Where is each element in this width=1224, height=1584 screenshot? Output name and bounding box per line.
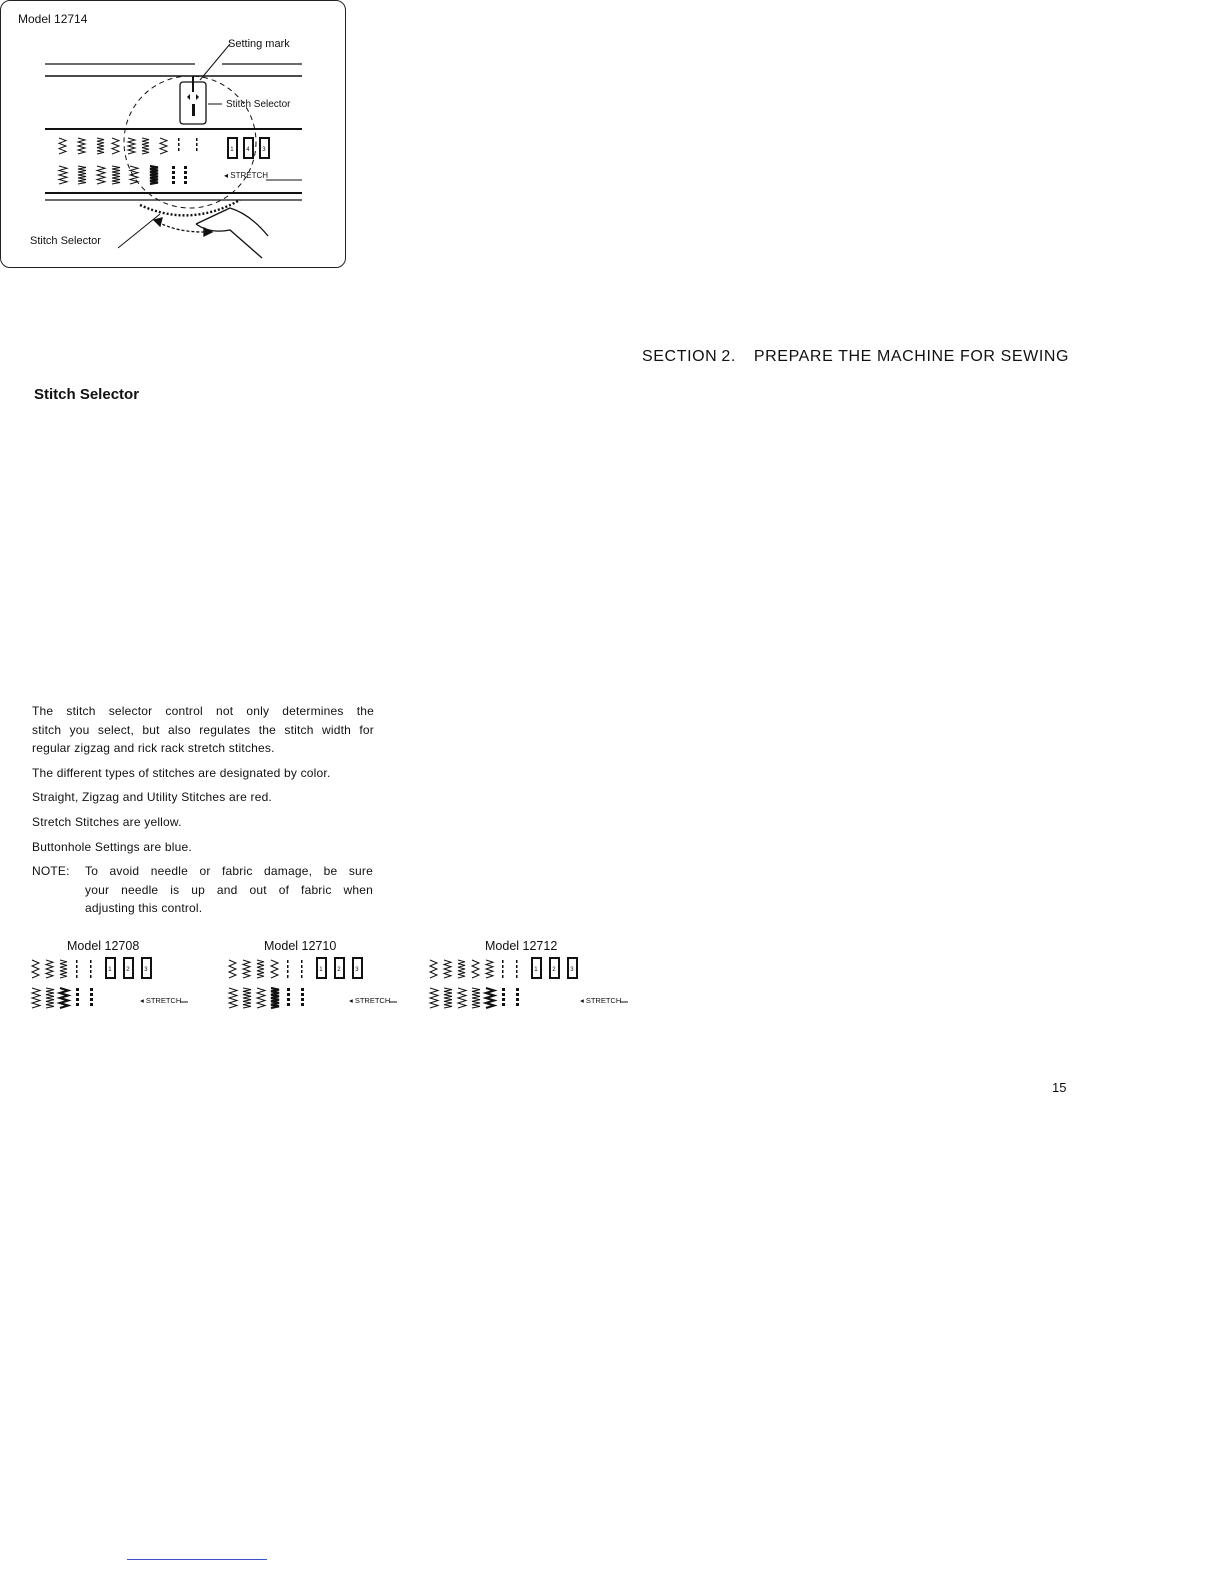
stitch-glyph <box>172 176 175 179</box>
stitch-glyph <box>516 970 518 973</box>
stitch-glyph <box>301 970 303 973</box>
buttonhole-number: 3 <box>355 967 359 973</box>
stitch-glyph <box>142 138 149 154</box>
section-number: 2. <box>721 348 736 365</box>
stitch-glyph <box>178 138 180 141</box>
stitch-glyph <box>301 960 303 963</box>
stitch-glyph <box>172 171 175 174</box>
figure-model-label: Model 12714 <box>18 12 88 26</box>
stitch-glyph <box>59 166 67 184</box>
stitch-glyph <box>458 960 465 978</box>
stitch-selector-label-bottom: Stitch Selector <box>30 235 101 247</box>
stitch-glyph <box>243 988 251 1008</box>
note-line: your needle is up and out of fabric when <box>85 882 373 897</box>
stitch-glyph <box>301 975 303 978</box>
note-line: To avoid needle or fabric damage, be sure <box>85 864 373 878</box>
stitch-glyph <box>430 960 437 978</box>
stitch-glyph <box>90 960 92 963</box>
intro-line: regular zigzag and rick rack stretch stitches. <box>32 741 275 756</box>
stitch-glyph <box>160 138 167 154</box>
stretch-label: ◂ STRETCH <box>349 996 391 1005</box>
stitch-glyph <box>128 138 135 154</box>
stitch-glyph <box>516 960 518 963</box>
stitch-glyph <box>486 960 493 978</box>
section-word: SECTION <box>642 348 718 365</box>
intro-paragraph <box>32 702 374 758</box>
stitch-glyph <box>458 988 466 1008</box>
stitch-glyph <box>76 993 79 996</box>
stitch-glyph <box>287 998 290 1001</box>
stretch-label: ◂ STRETCH <box>580 996 622 1005</box>
stitch-selector-label-top: Stitch Selector <box>226 99 291 110</box>
note-body <box>85 862 373 918</box>
note-line: adjusting this control. <box>85 901 203 916</box>
stitch-glyph <box>271 960 278 978</box>
buttonhole-number: 1 <box>230 147 234 153</box>
stitch-glyph <box>502 988 505 991</box>
stitch-glyph <box>184 176 187 179</box>
section-title: PREPARE THE MACHINE FOR SEWING <box>753 348 1070 365</box>
bottom-rule <box>127 1559 267 1560</box>
buttonhole-number: 3 <box>262 147 266 153</box>
stitch-glyph <box>76 988 79 991</box>
stitch-glyph <box>472 960 479 978</box>
stitch-glyph <box>516 975 518 978</box>
stitch-glyph <box>172 166 175 169</box>
stitch-glyph <box>90 1003 93 1006</box>
model-12712-stitch-panel <box>426 956 636 1016</box>
note-lead: NOTE: <box>32 864 70 878</box>
stitch-glyph <box>90 965 92 968</box>
model-label: Model 12712 <box>485 939 558 953</box>
stitch-glyph <box>90 970 92 973</box>
buttonhole-settings <box>228 138 269 158</box>
stitch-glyph <box>90 998 93 1001</box>
stitch-glyph <box>184 181 187 184</box>
stitch-glyph <box>172 181 175 184</box>
stitch-glyph <box>76 1003 79 1006</box>
stitch-glyph <box>502 998 505 1001</box>
buttonhole-number: 1 <box>534 967 538 973</box>
buttonhole-number: 1 <box>319 967 323 973</box>
stitch-glyph <box>516 988 519 991</box>
buttonhole-number: 4 <box>246 147 250 153</box>
setting-mark-label: Setting mark <box>228 38 290 50</box>
stitch-glyph <box>444 988 452 1008</box>
stitch-glyph <box>32 960 39 978</box>
stitch-glyph <box>287 1003 290 1006</box>
stitch-glyph <box>257 960 264 978</box>
stitch-selector-illustration <box>0 0 346 268</box>
intro-line: stitch you select, but also regulates the stitch width for <box>32 722 374 737</box>
model-label: Model 12708 <box>67 939 140 953</box>
stitch-glyph <box>76 965 78 968</box>
stitch-glyph <box>46 960 53 978</box>
stitch-glyph <box>287 965 289 968</box>
stitch-glyph <box>502 965 504 968</box>
stitch-glyph <box>301 988 304 991</box>
color-paragraph: The different types of stitches are designated by color. <box>32 766 331 780</box>
stitch-glyph <box>32 988 40 1008</box>
stitch-glyph <box>76 975 78 978</box>
stretch-label: ◂ STRETCH <box>140 996 182 1005</box>
stitch-glyph <box>502 1003 505 1006</box>
page-number: 15 <box>1052 1080 1067 1095</box>
stitch-glyph <box>112 138 119 154</box>
buttonhole-number: 1 <box>108 967 112 973</box>
stitch-glyph <box>287 960 289 963</box>
stitch-glyph <box>444 960 451 978</box>
stitch-glyph <box>301 993 304 996</box>
stitch-glyph <box>502 960 504 963</box>
stitch-glyph <box>301 965 303 968</box>
intro-line: The stitch selector control not only determines the <box>32 704 374 718</box>
stitch-glyph <box>502 993 505 996</box>
stitch-glyph <box>430 988 438 1008</box>
buttonhole-number: 2 <box>126 967 130 973</box>
stitch-glyph <box>112 166 120 184</box>
buttonhole-number: 3 <box>144 967 148 973</box>
yellow-stitches-paragraph: Stretch Stitches are yellow. <box>32 815 182 829</box>
stitch-glyph <box>60 960 67 978</box>
model-12710-stitch-panel <box>225 956 405 1016</box>
stitch-glyph <box>178 148 180 151</box>
stitch-glyph <box>257 988 265 1008</box>
stitch-glyph <box>196 143 198 146</box>
stitch-glyph <box>60 988 68 1008</box>
stitch-glyph <box>472 988 480 1008</box>
blue-settings-paragraph: Buttonhole Settings are blue. <box>32 840 192 854</box>
stitch-glyph <box>76 970 78 973</box>
stitch-glyph <box>516 1003 519 1006</box>
stitch-glyph <box>78 138 85 154</box>
stitch-glyph <box>76 998 79 1001</box>
stitch-glyph <box>97 166 105 184</box>
stitch-glyph <box>78 166 86 184</box>
buttonhole-number: 2 <box>337 967 341 973</box>
stitch-glyph <box>196 138 198 141</box>
stitch-glyph <box>301 1003 304 1006</box>
stitch-glyph <box>516 993 519 996</box>
stitch-glyph <box>516 965 518 968</box>
buttonhole-number: 3 <box>570 967 574 973</box>
stitch-glyph <box>90 993 93 996</box>
stitch-glyph <box>271 988 279 1008</box>
page-title: Stitch Selector <box>34 386 140 403</box>
stitch-glyph <box>287 988 290 991</box>
buttonhole-number: 2 <box>552 967 556 973</box>
stitch-glyph <box>516 998 519 1001</box>
stitch-glyph <box>150 166 158 184</box>
stitch-glyph <box>196 148 198 151</box>
stitch-glyph <box>301 998 304 1001</box>
stitch-glyph <box>46 988 54 1008</box>
stitch-glyph <box>287 975 289 978</box>
model-label: Model 12710 <box>264 939 337 953</box>
stitch-glyph <box>502 970 504 973</box>
stretch-label: ◂ STRETCH <box>224 171 269 180</box>
stitch-glyph <box>229 988 237 1008</box>
stitch-glyph <box>287 993 290 996</box>
stitch-glyph <box>502 975 504 978</box>
stitch-glyph <box>243 960 250 978</box>
stitch-glyph <box>229 960 236 978</box>
stitch-glyph <box>184 171 187 174</box>
stitch-glyph <box>59 138 66 154</box>
stitch-selector-figure <box>0 0 346 268</box>
stitch-glyph <box>97 138 104 154</box>
section-header <box>642 348 1069 366</box>
model-12708-stitch-panel <box>28 956 198 1016</box>
red-stitches-paragraph: Straight, Zigzag and Utility Stitches are red. <box>32 790 272 804</box>
stitch-glyph <box>90 975 92 978</box>
stitch-glyph <box>76 960 78 963</box>
stitch-glyph <box>90 988 93 991</box>
stitch-glyph <box>130 166 138 184</box>
stitch-glyph <box>486 988 494 1008</box>
stitch-pattern-rows <box>59 138 198 184</box>
stitch-glyph <box>178 143 180 146</box>
stitch-glyph <box>184 166 187 169</box>
stitch-glyph <box>287 970 289 973</box>
